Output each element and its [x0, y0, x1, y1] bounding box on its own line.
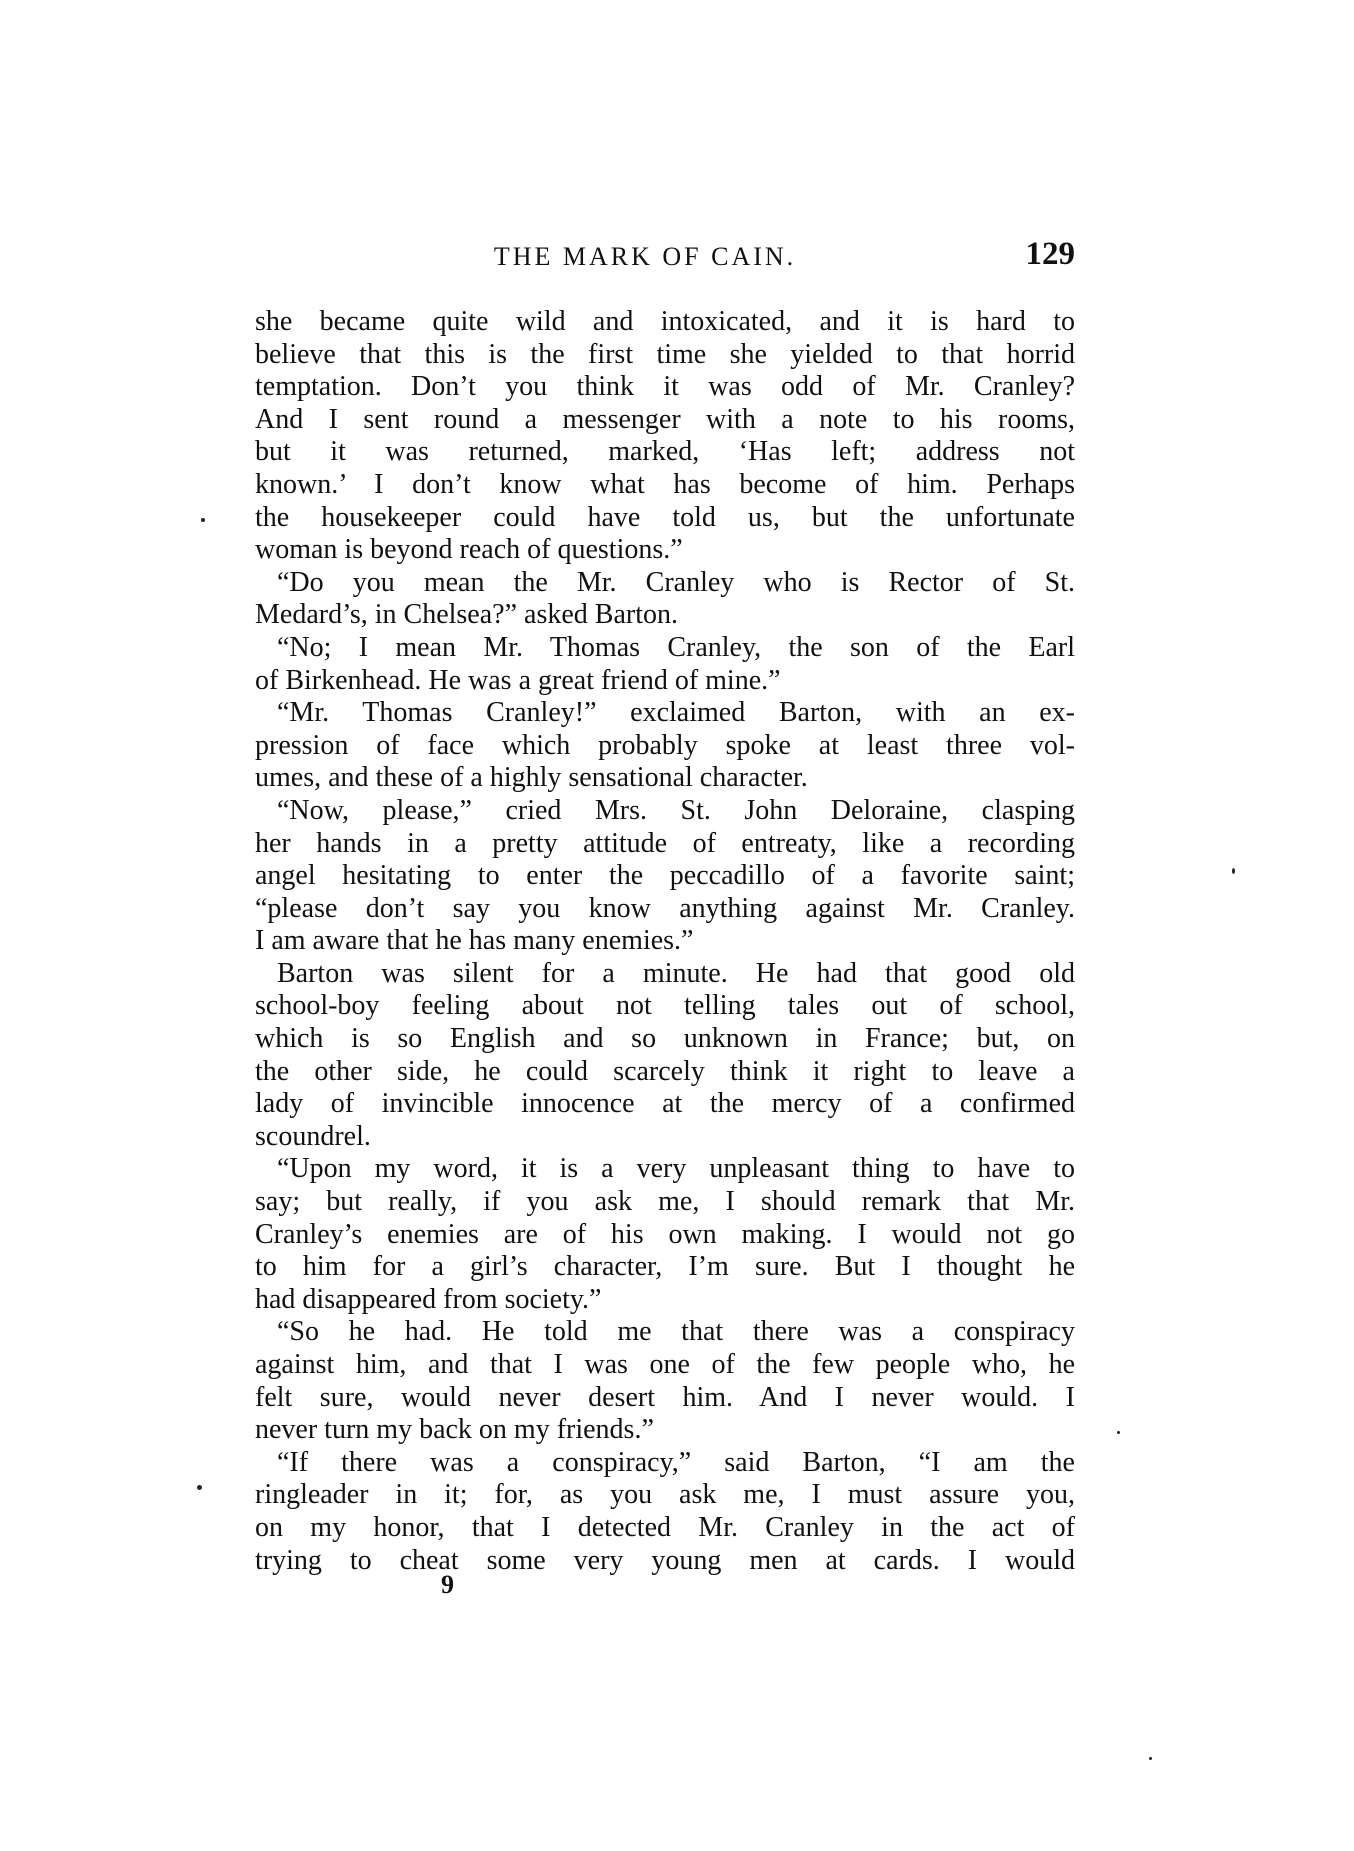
text-line: “Now, please,” cried Mrs. St. John Deloraine, clasping	[277, 794, 1075, 826]
text-line: “No; I mean Mr. Thomas Cranley, the son of the Earl	[277, 631, 1075, 663]
text-line: umes, and these of a highly sensational character.	[255, 762, 808, 794]
text-line: say; but really, if you ask me, I should remark that Mr.	[255, 1186, 1075, 1218]
text-line: woman is beyond reach of questions.”	[255, 534, 683, 566]
text-line: the other side, he could scarcely think it right to leave a	[255, 1055, 1075, 1087]
running-head	[255, 236, 1075, 280]
text-line: school-boy feeling about not telling tales out of school,	[255, 990, 1075, 1022]
text-line: known.’ I don’t know what has become of him. Perhaps	[255, 468, 1075, 500]
running-title: THE MARK OF CAIN.	[493, 242, 797, 271]
signature-mark: 9	[441, 1570, 454, 1599]
print-speck	[1149, 1757, 1152, 1760]
text-line: her hands in a pretty attitude of entreaty, like a recording	[255, 827, 1075, 859]
page-number: 129	[1025, 236, 1075, 272]
text-line: scoundrel.	[255, 1120, 371, 1152]
text-line: temptation. Don’t you think it was odd of Mr. Cranley?	[255, 371, 1075, 403]
text-line: “If there was a conspiracy,” said Barton, “I am the	[277, 1446, 1075, 1478]
text-line: never turn my back on my friends.”	[255, 1414, 654, 1446]
text-line: to him for a girl’s character, I’m sure. But I thought he	[255, 1251, 1075, 1283]
text-line: believe that this is the first time she yielded to that horrid	[255, 338, 1075, 370]
text-line: I am aware that he has many enemies.”	[255, 925, 694, 957]
text-line: And I sent round a messenger with a note to his rooms,	[255, 403, 1075, 435]
print-speck	[197, 1485, 202, 1490]
text-line: on my honor, that I detected Mr. Cranley in the act of	[255, 1511, 1075, 1543]
text-line: ringleader in it; for, as you ask me, I must assure you,	[255, 1479, 1075, 1511]
text-line: “So he had. He told me that there was a conspiracy	[277, 1316, 1075, 1348]
text-line: Cranley’s enemies are of his own making. I would not go	[255, 1218, 1075, 1250]
text-line: pression of face which probably spoke at least three vol-	[255, 729, 1075, 761]
text-line: “Mr. Thomas Cranley!” exclaimed Barton, with an ex-	[277, 697, 1075, 729]
text-line: felt sure, would never desert him. And I never would. I	[255, 1381, 1075, 1413]
text-line: had disappeared from society.”	[255, 1283, 602, 1315]
text-line: which is so English and so unknown in France; but, on	[255, 1023, 1075, 1055]
print-speck	[1117, 1431, 1120, 1434]
text-line: trying to cheat some very young men at cards. I would	[255, 1544, 1075, 1576]
text-line: “Upon my word, it is a very unpleasant thing to have to	[277, 1153, 1075, 1185]
text-line: “please don’t say you know anything against Mr. Cranley.	[255, 892, 1075, 924]
text-line: she became quite wild and intoxicated, and it is hard to	[255, 306, 1075, 337]
text-line: lady of invincible innocence at the mercy of a confirmed	[255, 1088, 1075, 1120]
text-line: Barton was silent for a minute. He had that good old	[277, 957, 1075, 989]
text-line: Medard’s, in Chelsea?” asked Barton.	[255, 599, 678, 631]
print-speck	[1232, 868, 1235, 874]
text-line: against him, and that I was one of the few people who, he	[255, 1349, 1075, 1380]
text-line: the housekeeper could have told us, but the unfortunate	[255, 501, 1075, 533]
print-speck	[201, 518, 205, 522]
text-line: of Birkenhead. He was a great friend of mine.”	[255, 664, 781, 696]
text-line: but it was returned, marked, ‘Has left; address not	[255, 436, 1075, 468]
text-line: angel hesitating to enter the peccadillo of a favorite saint;	[255, 860, 1075, 892]
text-line: “Do you mean the Mr. Cranley who is Rector of St.	[277, 566, 1075, 598]
body-text	[255, 306, 1075, 1577]
